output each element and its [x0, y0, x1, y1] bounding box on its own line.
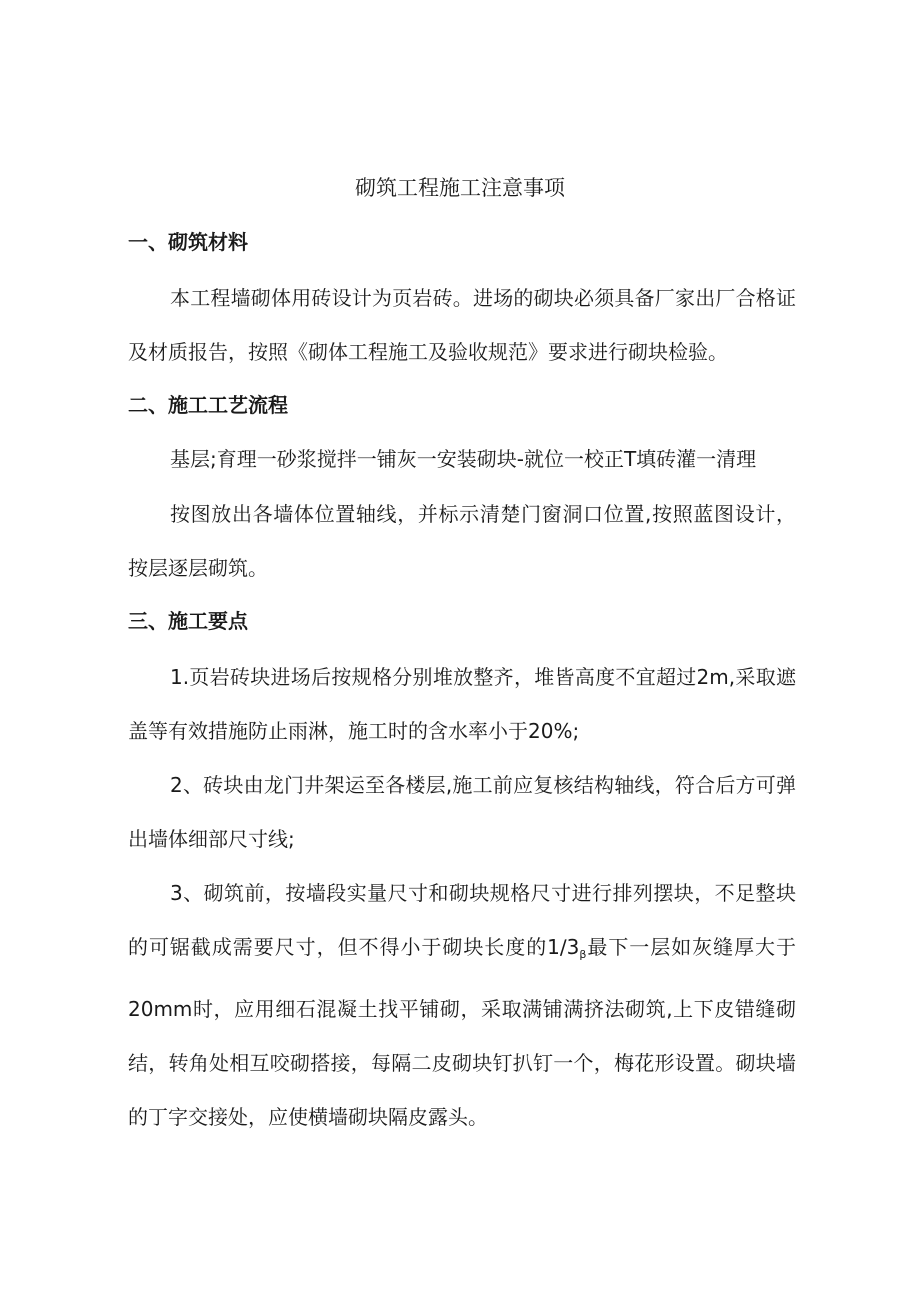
paragraph-point-3-part-2: 最下一层如灰缝厚大于20mm时，应用细石混凝土找平铺砌，采取满铺满挤法砌筑,上下皮错缝砌结，转角处相互咬砌搭接，每隔二皮砌块钉扒钉一个，梅花形设置。砌块墙的丁字交接处，应使横墙砌块隔皮露头。 — [128, 935, 797, 1129]
page-title: 砌筑工程施工注意事项 — [355, 176, 565, 200]
paragraph-point-3-part-1: 3、砌筑前，按墙段实量尺寸和砌块规格尺寸进行排列摆块，不足整块的可锯截成需要尺寸，但不得小于砌块长度的1∕3 — [128, 881, 796, 959]
paragraph-point-2: 2、砖块由龙门井架运至各楼层,施工前应复核结构轴线，符合后方可弹出墙体细部尺寸线; — [128, 773, 796, 851]
paragraph-process-flow: 基层;育理一砂浆搅拌一铺灰一安装砌块-就位一校正T填砖灌一清理 — [170, 447, 757, 471]
section-heading-materials: 一、砌筑材料 — [128, 230, 248, 254]
paragraph-point-3 — [128, 866, 796, 1144]
paragraph-point-1: 1.页岩砖块进场后按规格分别堆放整齐，堆皆高度不宜超过2m,采取遮盖等有效措施防止雨淋，施工时的含水率小于20%; — [128, 665, 796, 743]
paragraph-point-3-subscript: β — [579, 948, 587, 961]
paragraph-process-layout: 按图放出各墙体位置轴线，并标示清楚门窗洞口位置,按照蓝图设计，按层逐层砌筑。 — [128, 502, 796, 580]
section-heading-key-points: 三、施工要点 — [128, 609, 248, 633]
section-heading-process: 二、施工工艺流程 — [128, 393, 288, 417]
paragraph-materials: 本工程墙砌体用砖设计为页岩砖。进场的砌块必须具备厂家出厂合格证及材质报告，按照《砌体工程施工及验收规范》要求进行砌块检验。 — [128, 286, 796, 364]
